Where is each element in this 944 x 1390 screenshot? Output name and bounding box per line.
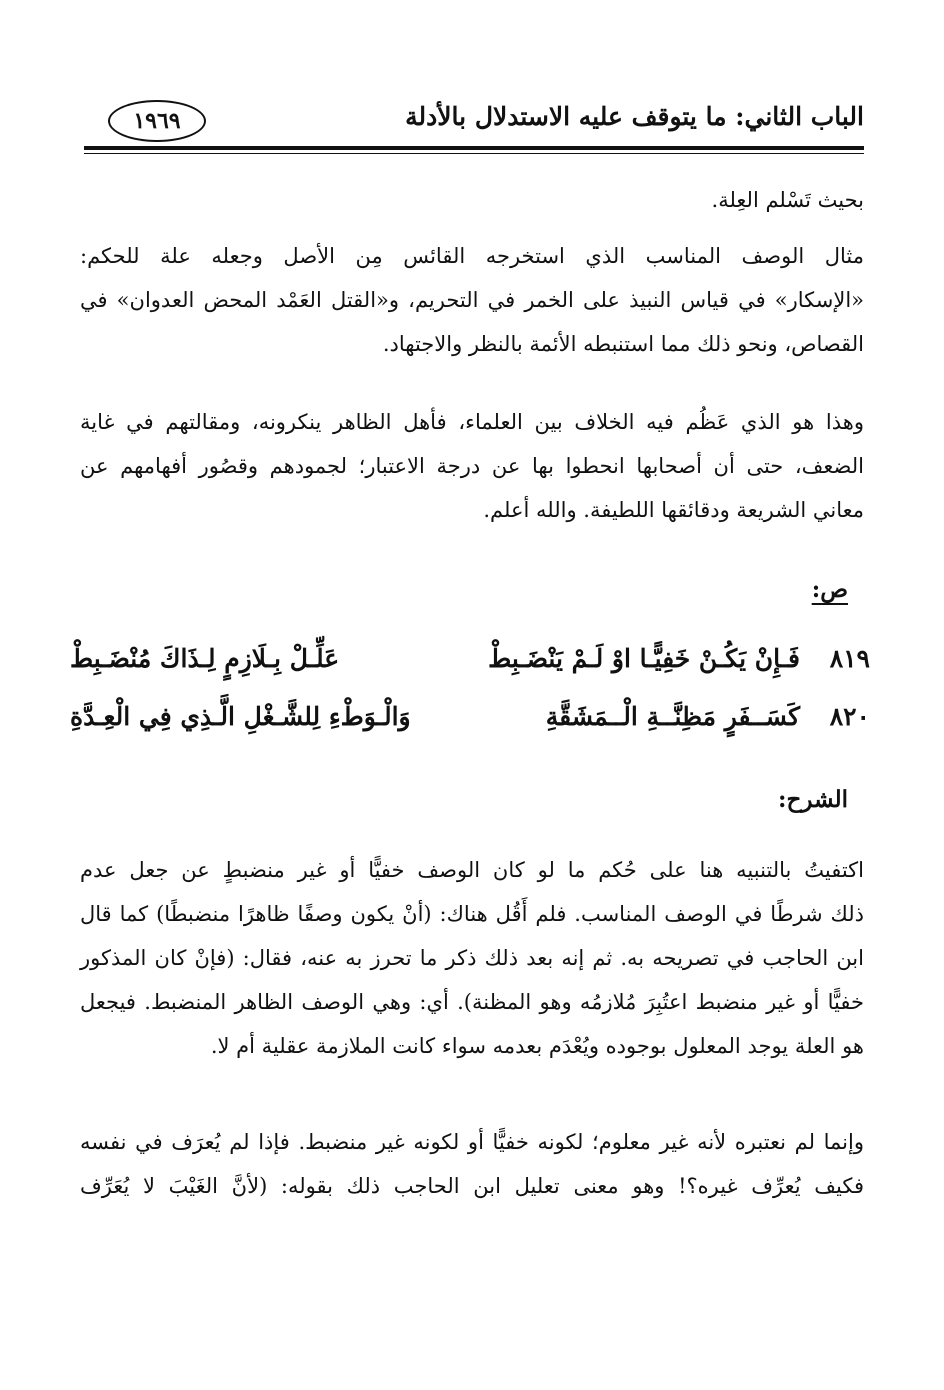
sharh-heading: الشرح: bbox=[778, 786, 848, 813]
text-line: «الإسكار» في قياس النبيذ على الخمر في التحريم، و«القتل العَمْد المحض العدوان» في bbox=[80, 288, 864, 312]
text-line: خفيًّا أو غير منضبط اعتُبِرَ مُلازمُه وهو المظنة). أي: وهي الوصف الظاهر المنضبط. فيجعل bbox=[80, 990, 864, 1014]
verse-second-hemistich: عَلِّـلْ بِـلَازِمٍ لِـذَاكَ مُنْضَـبِطْ bbox=[70, 644, 340, 673]
page-number-badge: ١٩٦٩ bbox=[108, 100, 206, 142]
paragraph-4 bbox=[80, 848, 864, 1068]
text-line: مثال الوصف المناسب الذي استخرجه القائس مِن الأصل وجعله علة للحكم: bbox=[80, 244, 864, 268]
verse-number: ٨٢٠ bbox=[829, 702, 870, 731]
page-header bbox=[84, 92, 864, 152]
sad-heading: ص: bbox=[811, 576, 848, 603]
text-line: اكتفيتُ بالتنبيه هنا على حُكم ما لو كان الوصف خفيًّا أو غير منضبطٍ عن جعل عدم bbox=[80, 858, 864, 882]
header-rule-thick bbox=[84, 146, 864, 150]
text-line: ذلك شرطًا في الوصف المناسب. فلم أَقُل هناك: (أنْ يكون وصفًا ظاهرًا منضبطًا) كما قال bbox=[80, 902, 864, 926]
verse-819 bbox=[70, 644, 870, 688]
verse-first-hemistich: كَسَــفَرٍ مَظِنَّــةِ الْــمَشَقَّةِ bbox=[545, 702, 800, 731]
paragraph-1 bbox=[80, 178, 864, 222]
paragraph-3 bbox=[80, 400, 864, 532]
paragraph-5 bbox=[80, 1120, 864, 1208]
verse-820 bbox=[70, 702, 870, 746]
text-line: وهذا هو الذي عَظُم فيه الخلاف بين العلماء، فأهل الظاهر ينكرونه، ومقالتهم في غاية bbox=[80, 410, 864, 434]
text-line: الضعف، حتى أن أصحابها انحطوا بها عن درجة الاعتبار؛ لجمودهم وقصُور أفهامهم عن bbox=[80, 454, 864, 478]
text-line: القصاص، ونحو ذلك مما استنبطه الأئمة بالنظر والاجتهاد. bbox=[382, 332, 864, 356]
verse-first-hemistich: فَـإِنْ يَكُـنْ خَفِيًّـا اوْ لَـمْ يَنْضَـبِطْ bbox=[488, 644, 800, 673]
paragraph-2 bbox=[80, 234, 864, 366]
text-line: بحيث تَسْلم العِلة. bbox=[711, 188, 864, 212]
text-line: معاني الشريعة ودقائقها اللطيفة. والله أعلم. bbox=[483, 498, 864, 522]
text-line: ابن الحاجب في تصريحه به. ثم إنه بعد ذلك ذكر ما تحرز به عنه، فقال: (فإنْ كان المذكور bbox=[80, 946, 864, 970]
header-rule-thin bbox=[84, 153, 864, 154]
verse-number: ٨١٩ bbox=[829, 644, 870, 673]
chapter-title: الباب الثاني: ما يتوقف عليه الاستدلال بالأدلة bbox=[405, 102, 864, 131]
text-line: هو العلة يوجد المعلول بوجوده ويُعْدَم بعدمه سواء كانت الملازمة عقلية أم لا. bbox=[210, 1034, 864, 1058]
verse-second-hemistich: وَالْـوَطْءِ لِلشَّـغْلِ الَّـذِي فِي الْعِـدَّةِ bbox=[70, 702, 411, 731]
text-line: فكيف يُعرِّف غيره؟! وهو معنى تعليل ابن الحاجب ذلك بقوله: (لأنَّ الغَيْبَ لا يُعَرِّف bbox=[80, 1174, 864, 1198]
text-line: وإنما لم نعتبره لأنه غير معلوم؛ لكونه خفيًّا أو لكونه غير منضبط. فإذا لم يُعرَف في نفسه bbox=[80, 1130, 864, 1154]
